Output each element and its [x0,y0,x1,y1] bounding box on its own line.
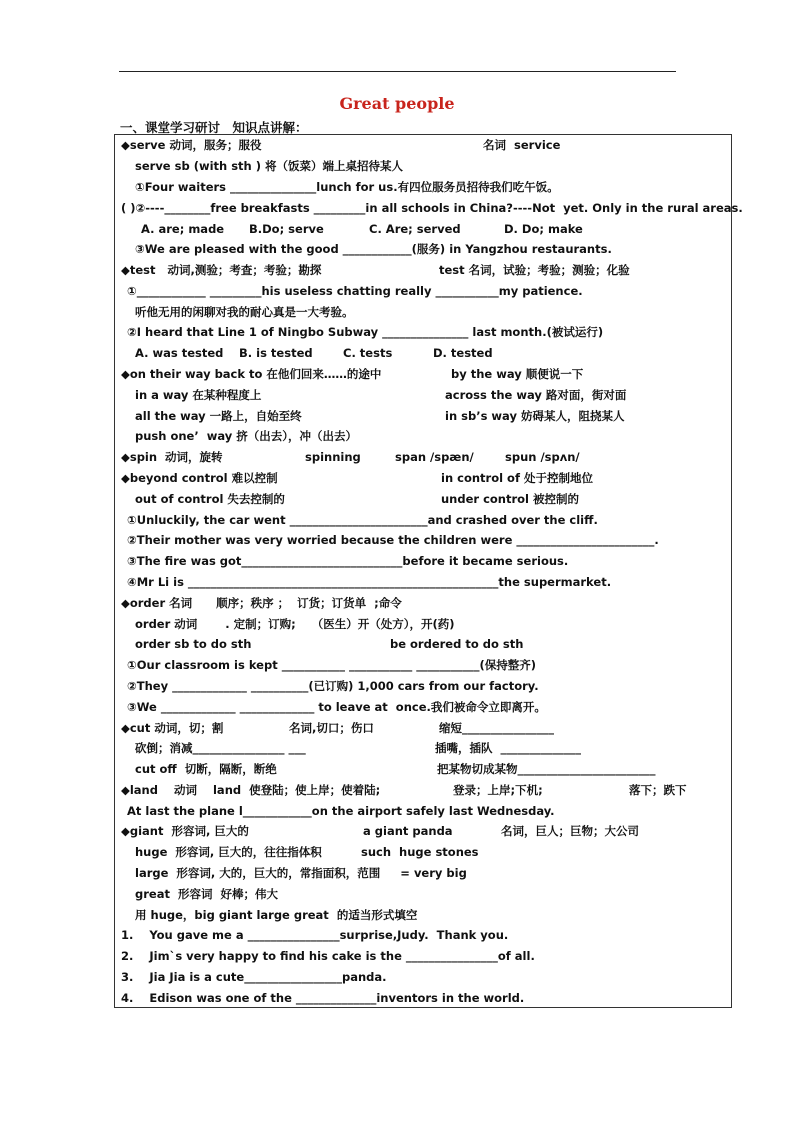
way-phrase: all the way 一路上，自始至终 [135,409,302,423]
way-phrase: in sb’s way 妨碍某人，阻挠某人 [445,409,625,423]
option-a: A. are; made [141,222,225,236]
option-d: D. tested [433,346,493,360]
control-q3: ③The fire was got____________________________before it became serious. [127,554,569,568]
spin-form: span /spæn/ [395,450,474,464]
huge-meaning: huge 形容词, 巨大的，往往指体积 [135,845,322,859]
cut-phrase: 砍倒；消减________________ ___ [135,741,306,755]
order-phrase: be ordered to do sth [390,637,524,651]
spin-form: spun /spʌn/ [505,450,580,464]
content-box [114,134,743,1008]
section-heading: 一、课堂学习研讨 知识点讲解： [120,120,308,135]
control-heading: ◆beyond control 难以控制 [121,471,278,485]
exercise-item: 1. You gave me a ________________surprise,Judy. Thank you. [121,928,509,942]
exercise-instruction: 用 huge，big giant large great 的适当形式填空 [135,908,418,922]
great-meaning: great 形容词 好棒；伟大 [135,887,278,901]
test-q1: ①____________ _________his useless chatting really ___________my patience. [127,284,583,298]
way-phrase: by the way 顺便说一下 [451,367,584,381]
control-q2: ②Their mother was very worried because the children were ________________________. [127,533,659,547]
way-phrase: across the way 路对面，街对面 [445,388,627,402]
order-q3: ③We _____________ _____________ to leave at once.我们被命令立即离开。 [127,700,546,714]
header-rule [119,71,676,72]
order-phrase: order sb to do sth [135,637,252,651]
page-title: Great people [339,94,455,113]
serve-phrase: serve sb (with sth ) 将（饭菜）端上桌招待某人 [135,159,403,173]
option-d: D. Do; make [504,222,583,236]
huge-phrase: such huge stones [361,845,479,859]
option-a: A. was tested [135,346,224,360]
control-phrase: under control 被控制的 [441,492,579,506]
giant-heading: ◆giant 形容词, 巨大的 [121,824,249,838]
order-q1: ①Our classroom is kept ___________ ___________ ___________(保持整齐) [127,658,536,672]
cut-phrase: 插嘴，插队 ______________ [435,741,582,755]
test-q2: ②I heard that Line 1 of Ningbo Subway _______________ last month.(被试运行) [127,325,604,339]
cut-phrase: 把某物切成某物________________________ [437,762,656,776]
spin-heading: ◆spin 动词，旋转 [121,450,223,464]
exercise-item: 4. Edison was one of the ______________inventors in the world. [121,991,525,1005]
land-q1: At last the plane l____________on the airport safely last Wednesday. [127,804,555,818]
land-meaning: 登录；上岸;下机; [453,783,543,797]
giant-phrase: a giant panda [363,824,453,838]
serve-heading: ◆serve 动词，服务；服役 [121,138,262,152]
option-c: C. tests [343,346,393,360]
serve-noun: 名词 service [483,138,561,152]
giant-noun: 名词，巨人；巨物；大公司 [501,824,639,838]
test-heading: ◆test 动词,测验；考查；考验；勘探 [121,263,322,277]
option-c: C. Are; served [369,222,461,236]
test-q1-translation: 听他无用的闲聊对我的耐心真是一大考验。 [135,305,354,319]
control-phrase: in control of 处于控制地位 [441,471,593,485]
control-q4: ④Mr Li is ______________________________________________________the supermarket. [127,575,612,589]
cut-phrase: cut off 切断，隔断，断绝 [135,762,277,776]
serve-q2: ( )②----________free breakfasts _________in all schools in China?----Not yet. Only in the rural areas. [121,201,743,215]
serve-q3: ③We are pleased with the good ____________(服务) in Yangzhou restaurants. [135,242,612,256]
spin-form: spinning [305,450,361,464]
cut-noun: 名词,切口；伤口 [289,721,374,735]
order-heading: ◆order 名词 顺序；秩序 ； 订货；订货单 ;命令 [121,596,402,610]
exercise-item: 3. Jia Jia is a cute_________________panda. [121,970,387,984]
control-q1: ①Unluckily, the car went ________________________and crashed over the cliff. [127,513,598,527]
order-verb: order 动词 . 定制；订购; （医生）开（处方），开(药) [135,617,455,631]
serve-q1: ①Four waiters _______________lunch for us.有四位服务员招待我们吃午饭。 [135,180,559,194]
option-b: B.Do; serve [249,222,324,236]
order-q2: ②They _____________ __________(已订购) 1,000 cars from our factory. [127,679,539,693]
cut-heading: ◆cut 动词，切；割 [121,721,224,735]
option-b: B. is tested [239,346,313,360]
large-meaning: large 形容词, 大的，巨大的，常指面积，范围 = very big [135,866,467,880]
way-heading: ◆on their way back to 在他们回来……的途中 [121,367,382,381]
cut-phrase: 缩短________________ [439,721,554,735]
land-meaning: 落下；跌下 [629,783,687,797]
test-noun: test 名词，试验；考验；测验；化验 [439,263,630,277]
way-phrase: push one’ way 挤（出去），冲（出去） [135,429,357,443]
way-phrase: in a way 在某种程度上 [135,388,262,402]
exercise-item: 2. Jim`s very happy to find his cake is the ________________of all. [121,949,535,963]
land-heading: ◆land 动词 land 使登陆；使上岸；使着陆; [121,783,381,797]
control-phrase: out of control 失去控制的 [135,492,285,506]
